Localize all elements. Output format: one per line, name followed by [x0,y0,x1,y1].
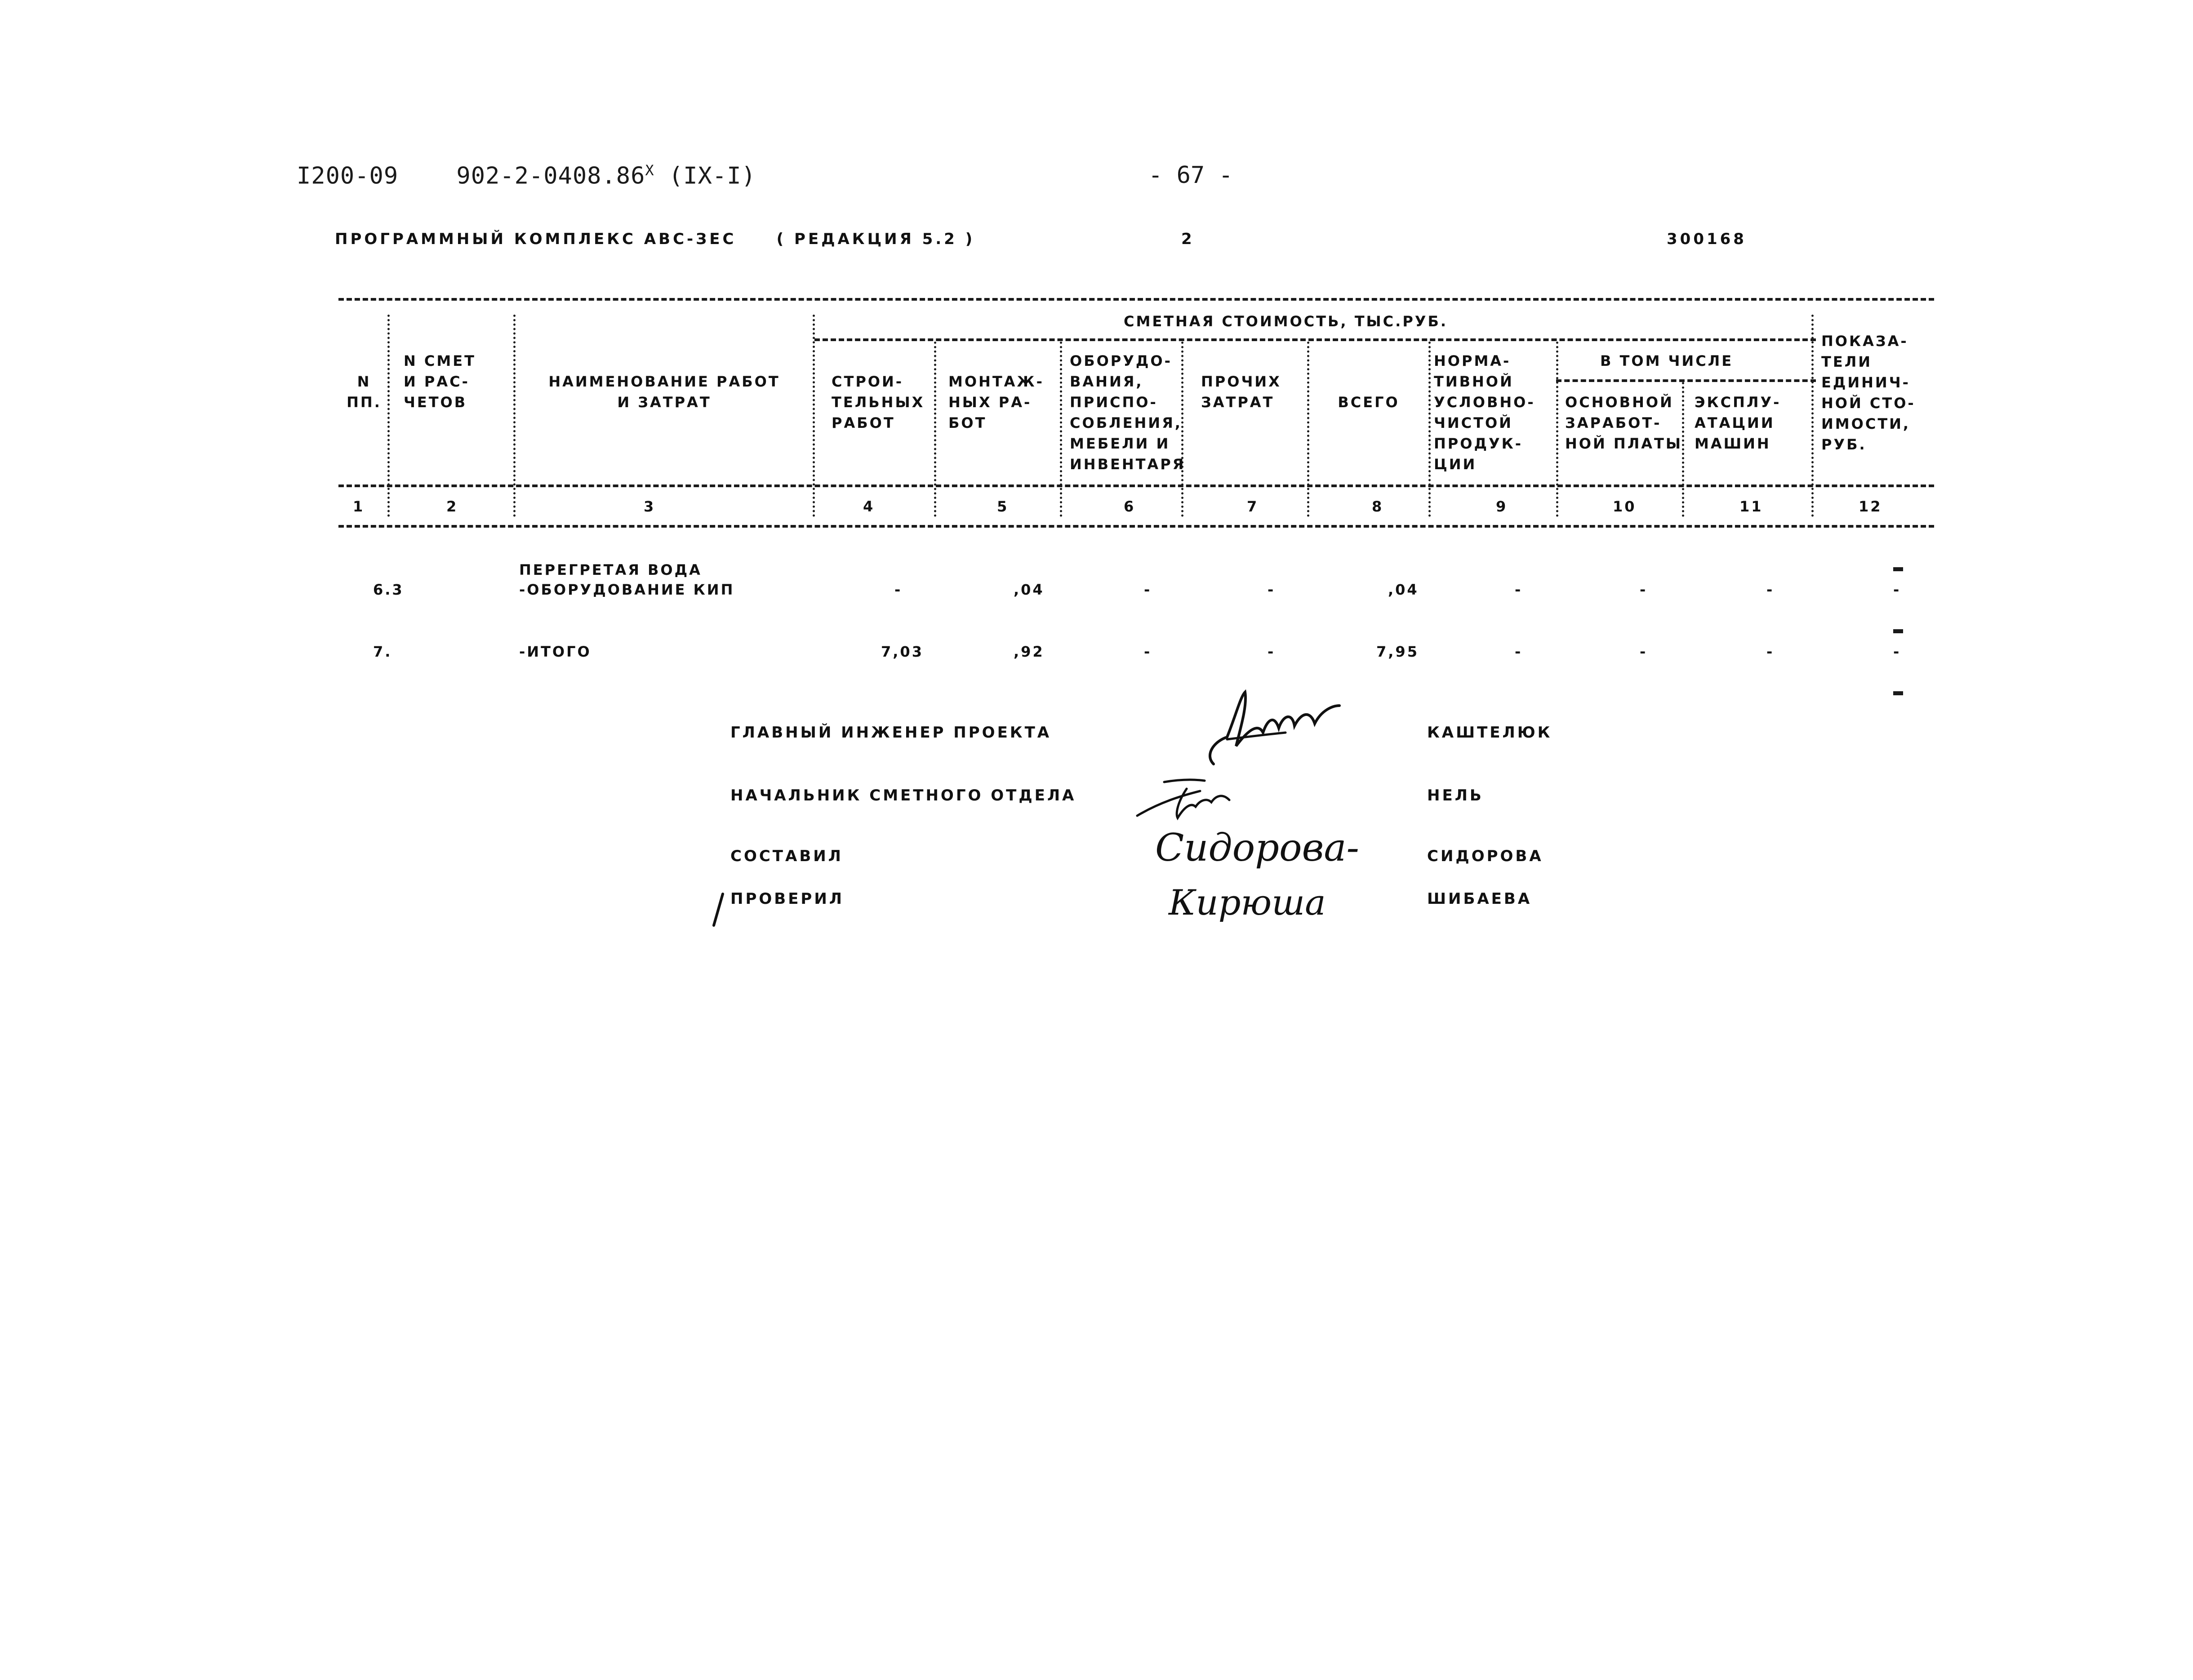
column-number: 10 [1613,498,1637,515]
header-construction: СТРОИ- ТЕЛЬНЫХ РАБОТ [832,373,925,431]
row-machines: - [1766,643,1775,660]
continuation-dash [1893,691,1903,695]
group-header: СМЕТНАЯ СТОИМОСТЬ, ТЫС.РУБ. [1124,313,1448,330]
subgroup-header-rule [1556,379,1816,382]
column-number: 12 [1859,498,1882,515]
sheet-number: 2 [1181,230,1195,248]
header-machines: ЭКСПЛУ- АТАЦИИ МАШИН [1695,394,1781,452]
column-separator [1060,342,1062,517]
column-number-rule [338,525,1934,528]
column-number: 1 [353,498,365,515]
document-header [297,162,756,189]
column-separator [813,315,815,517]
row-total: 7,95 [1376,643,1419,660]
continuation-dash [1893,629,1903,633]
row-equipment: - [1144,581,1152,598]
row-normative: - [1515,643,1523,660]
row-salary: - [1640,643,1648,660]
row-installation: ,04 [1014,581,1045,598]
group-header-rule [814,338,1816,341]
header-equipment: ОБОРУДО- ВАНИЯ, ПРИСПО- СОБЛЕНИЯ, МЕБЕЛИ И ИНВЕНТАРЯ [1070,352,1186,473]
program-name: ПРОГРАММНЫЙ КОМПЛЕКС АВС-ЗЕС [335,230,737,248]
row-installation: ,92 [1014,643,1045,660]
column-separator [1428,342,1431,517]
row-equipment: - [1144,643,1152,660]
signature-name-chief-engineer: КАШТЕЛЮК [1427,724,1552,742]
table-top-rule [338,298,1934,301]
column-number: 2 [446,498,458,515]
column-separator [1811,315,1814,517]
row-unit-cost: - [1893,643,1901,660]
signature-role-chief-engineer: ГЛАВНЫЙ ИНЖЕНЕР ПРОЕКТА [730,724,1052,742]
row-total: ,04 [1388,581,1419,598]
column-number: 9 [1496,498,1508,515]
signature-role-compiled: СОСТАВИЛ [730,847,843,865]
subgroup-header: В ТОМ ЧИСЛЕ [1600,352,1734,369]
column-number: 4 [863,498,875,515]
printout-code: 300168 [1667,230,1747,248]
handwritten-signature-compiled [1151,825,1359,874]
column-number: 5 [997,498,1009,515]
column-separator [1556,342,1558,517]
row-other: - [1268,643,1276,660]
document-issue: (IX-I) [668,162,756,190]
header-installation: МОНТАЖ- НЫХ РА- БОТ [948,373,1044,431]
column-number: 7 [1247,498,1259,515]
column-separator [1307,342,1309,517]
column-number: 8 [1372,498,1384,515]
signature-role-estimate-head: НАЧАЛЬНИК СМЕТНОГО ОТДЕЛА [730,787,1076,804]
header-normative: НОРМА- ТИВНОЙ УСЛОВНО- ЧИСТОЙ ПРОДУК- ЦИИ [1434,352,1535,473]
document-series: 902-2-0408.86 [456,162,645,190]
column-number: 3 [644,498,656,515]
signature-name-checked: ШИБАЕВА [1427,890,1532,908]
row-name: -ИТОГО [519,643,592,660]
handwritten-signature-checked [1164,874,1326,942]
row-name: ПЕРЕГРЕТАЯ ВОДА -ОБОРУДОВАНИЕ КИП [519,561,735,598]
row-number: 7. [373,643,392,660]
program-edition: ( РЕДАКЦИЯ 5.2 ) [776,230,975,248]
column-separator [934,342,936,517]
column-number: 11 [1739,498,1763,515]
row-construction: - [894,581,903,598]
handwritten-signature-chief-engineer [1196,688,1344,778]
row-other: - [1268,581,1276,598]
row-number: 6.3 [373,581,404,598]
row-machines: - [1766,581,1775,598]
header-row-number: N ПП. [347,373,382,411]
continuation-dash [1893,567,1903,571]
handwritten-signature-compiled-text: Сидорова- [1155,826,1359,870]
handwritten-signature-checked-text: Кирюша [1169,883,1326,923]
header-other: ПРОЧИХ ЗАТРАТ [1201,373,1281,411]
handwritten-signature-estimate-head [1133,775,1250,825]
document-code: I200-09 [297,162,399,190]
header-salary: ОСНОВНОЙ ЗАРАБОТ- НОЙ ПЛАТЫ [1565,394,1683,452]
signature-name-estimate-head: НЕЛЬ [1427,787,1484,804]
header-total: ВСЕГО [1338,394,1400,411]
document-series-sup: X [645,162,654,179]
row-salary: - [1640,581,1648,598]
program-line [335,230,975,248]
row-unit-cost: - [1893,581,1901,598]
column-number: 6 [1124,498,1136,515]
signature-role-checked: ПРОВЕРИЛ [730,890,845,908]
check-mark [711,892,725,927]
column-separator [387,315,390,517]
row-construction: 7,03 [881,643,924,660]
header-work-name: НАИМЕНОВАНИЕ РАБОТ И ЗАТРАТ [548,373,780,411]
signature-name-compiled: СИДОРОВА [1427,847,1544,865]
page-number: - 67 - [1148,162,1233,189]
column-separator [513,315,516,517]
row-normative: - [1515,581,1523,598]
header-estimate-number: N СМЕТ И РАС- ЧЕТОВ [404,352,476,411]
header-unit-cost: ПОКАЗА- ТЕЛИ ЕДИНИЧ- НОЙ СТО- ИМОСТИ, РУБ. [1821,333,1916,453]
header-bottom-rule [338,484,1934,487]
